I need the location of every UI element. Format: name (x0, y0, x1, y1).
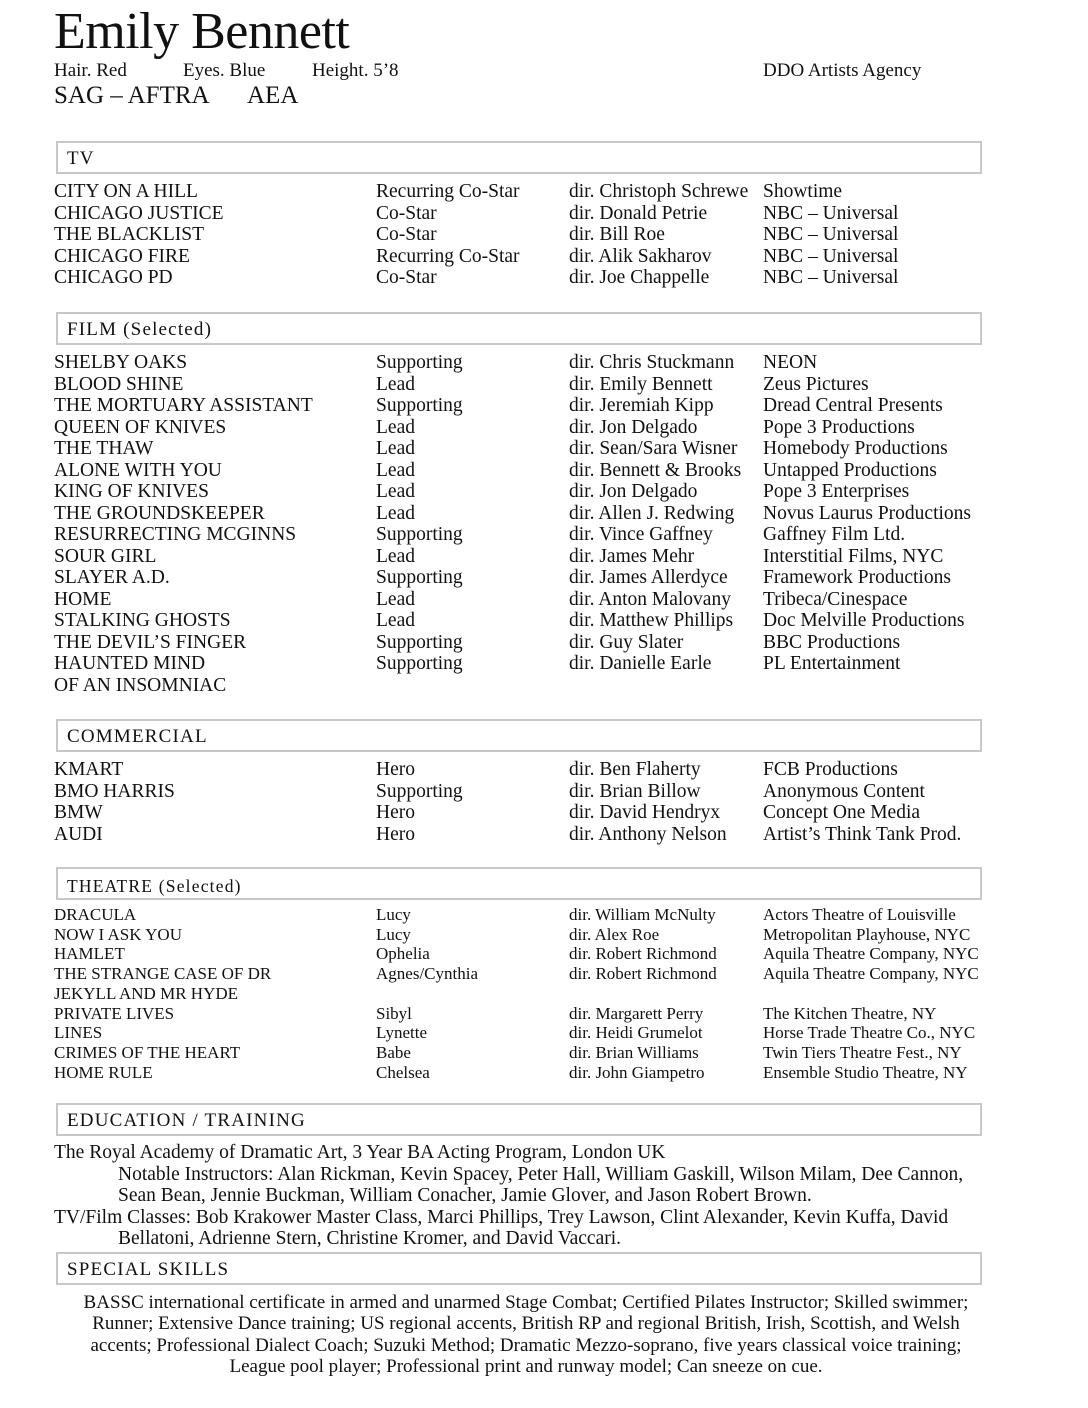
credit-company: Zeus Pictures (763, 373, 869, 395)
credit-company: Aquila Theatre Company, NYC (763, 944, 979, 964)
credit-director: dir. Donald Petrie (569, 202, 708, 224)
credit-title: STALKING GHOSTS (54, 610, 231, 631)
credit-director: dir. Alik Sakharov (569, 245, 712, 267)
credit-title: THE DEVIL’S FINGER (54, 631, 247, 653)
section-title: SPECIAL SKILLS (67, 1259, 230, 1280)
credit-role: Supporting (376, 653, 463, 674)
credit-role: Hero (376, 823, 415, 845)
credit-company: Pope 3 Productions (763, 416, 915, 438)
credit-title: HOME (54, 588, 112, 610)
credit-role: Supporting (376, 524, 463, 545)
section-header-education (56, 1103, 982, 1136)
height-stat: Height. 5’8 (312, 60, 399, 81)
credit-company: Homebody Productions (763, 438, 948, 459)
credit-title: BMW (54, 802, 103, 823)
credit-role: Co-Star (376, 224, 437, 245)
education-classes: TV/Film Classes: Bob Krakower Master Class, Marci Phillips, Trey Lawson, Clint Alexander, Kevin Kuffa, David (54, 1206, 949, 1228)
credit-title: DRACULA (54, 905, 137, 924)
credit-role: Lead (376, 588, 415, 610)
credit-director: dir. Robert Richmond (569, 944, 717, 964)
credit-director: dir. Brian Billow (569, 780, 701, 802)
credit-role: Supporting (376, 395, 463, 416)
credit-company: Horse Trade Theatre Co., NYC (763, 1023, 976, 1043)
credit-director: dir. Chris Stuckmann (569, 352, 735, 373)
education-block (54, 1142, 1014, 1250)
credit-title: THE THAW (54, 438, 154, 459)
credit-title: CRIMES OF THE HEART (54, 1042, 241, 1062)
credit-company: Framework Productions (763, 567, 951, 588)
credit-role: Lucy (376, 905, 411, 924)
credit-title: SHELBY OAKS (54, 352, 188, 373)
skills-line: accents; Professional Dialect Coach; Suzuki Method; Dramatic Mezzo-soprano, five years classical voice training; (90, 1334, 962, 1356)
credit-title: JEKYLL AND MR HYDE (54, 983, 239, 1003)
credit-role: Babe (376, 1042, 411, 1062)
credit-director: dir. Bennett & Brooks (569, 459, 742, 481)
credit-title: BLOOD SHINE (54, 373, 184, 395)
union-sag-aftra: SAG – AFTRA (54, 82, 210, 109)
skills-line: Runner; Extensive Dance training; US regional accents, British RP and regional British, Irish, Scottish, and Welsh (92, 1313, 960, 1335)
credit-company: Gaffney Film Ltd. (763, 524, 906, 545)
credit-role: Lead (376, 610, 415, 631)
credit-director: dir. Guy Slater (569, 631, 684, 653)
credit-company: Tribeca/Cinespace (763, 588, 908, 610)
credit-title: QUEEN OF KNIVES (54, 416, 227, 438)
credit-role: Co-Star (376, 267, 437, 288)
credit-company: NBC – Universal (763, 202, 899, 224)
union-aea: AEA (247, 82, 299, 109)
actor-name: Emily Bennett (54, 3, 350, 60)
credit-role: Lead (376, 459, 415, 481)
credit-company: NEON (763, 352, 818, 373)
education-instructors: Notable Instructors: Alan Rickman, Kevin Spacey, Peter Hall, William Gaskill, Wilson Milam, Dee Cannon, (118, 1163, 964, 1185)
credit-title: SLAYER A.D. (54, 567, 170, 588)
education-classes-cont: Bellatoni, Adrienne Stern, Christine Kromer, and David Vaccari. (118, 1228, 622, 1249)
credit-title: ALONE WITH YOU (54, 459, 222, 481)
skills-line: League pool player; Professional print and runway model; Can sneeze on cue. (229, 1355, 823, 1377)
credit-director: dir. Allen J. Redwing (569, 502, 735, 524)
credit-company: NBC – Universal (763, 224, 899, 245)
credit-role: Chelsea (376, 1062, 430, 1082)
credit-role: Lead (376, 502, 415, 524)
section-title: FILM (Selected) (67, 319, 213, 340)
section-header-theatre (56, 867, 982, 900)
credit-title: HAMLET (54, 944, 125, 964)
credit-company: Ensemble Studio Theatre, NY (763, 1062, 968, 1082)
section-title: TV (67, 148, 95, 169)
education-instructors-cont: Sean Bean, Jennie Buckman, William Conacher, Jamie Glover, and Jason Robert Brown. (118, 1185, 812, 1206)
credit-title: HOME RULE (54, 1062, 153, 1082)
credit-role: Lucy (376, 924, 411, 944)
credit-role: Recurring Co-Star (376, 245, 520, 267)
credit-role: Lead (376, 545, 415, 567)
credit-role: Lead (376, 416, 415, 438)
credit-title: CHICAGO FIRE (54, 245, 190, 267)
credit-title: RESURRECTING MCGINNS (54, 524, 297, 545)
credit-director: dir. Danielle Earle (569, 653, 712, 674)
credit-company: Interstitial Films, NYC (763, 545, 944, 567)
credit-title: AUDI (54, 823, 103, 845)
credit-company: Untapped Productions (763, 459, 937, 481)
credit-role: Lead (376, 373, 415, 395)
credit-title: KMART (54, 759, 124, 780)
credit-director: dir. Ben Flaherty (569, 759, 701, 780)
credit-director: dir. Alex Roe (569, 924, 660, 944)
credit-director: dir. Margarett Perry (569, 1003, 704, 1023)
skills-block (54, 1292, 998, 1377)
credit-role: Supporting (376, 780, 463, 802)
credit-title: CITY ON A HILL (54, 181, 198, 202)
credit-role: Lead (376, 438, 415, 459)
credit-company: NBC – Universal (763, 245, 899, 267)
credit-company: Metropolitan Playhouse, NYC (763, 924, 971, 944)
credit-role: Hero (376, 759, 415, 780)
credit-role: Ophelia (376, 944, 430, 964)
credit-director: dir. Robert Richmond (569, 964, 717, 984)
credit-title: THE BLACKLIST (54, 224, 205, 245)
section-header-skills (56, 1252, 982, 1285)
credit-company: Dread Central Presents (763, 395, 943, 416)
credit-director: dir. Emily Bennett (569, 373, 713, 395)
credit-company: Twin Tiers Theatre Fest., NY (763, 1042, 962, 1062)
credit-role: Lynette (376, 1023, 427, 1043)
skills-line: BASSC international certificate in armed and unarmed Stage Combat; Certified Pilates Instructor; Skilled swimmer; (83, 1292, 969, 1313)
credit-director: dir. James Allerdyce (569, 567, 728, 588)
credit-director: dir. Bill Roe (569, 224, 665, 245)
credit-title: BMO HARRIS (54, 780, 175, 802)
section-header-tv (56, 141, 982, 174)
credit-company: PL Entertainment (763, 653, 901, 674)
credit-company: Pope 3 Enterprises (763, 481, 910, 502)
credit-director: dir. Jon Delgado (569, 416, 698, 438)
credit-company: The Kitchen Theatre, NY (763, 1003, 937, 1023)
credit-director: dir. Jon Delgado (569, 481, 698, 502)
credit-title: HAUNTED MIND (54, 653, 206, 674)
section-title: COMMERCIAL (67, 726, 208, 747)
credit-title: THE MORTUARY ASSISTANT (54, 395, 313, 416)
credit-company: Showtime (763, 181, 843, 202)
section-header-film (56, 312, 982, 345)
credit-title: CHICAGO JUSTICE (54, 202, 224, 224)
credit-company: Doc Melville Productions (763, 610, 965, 631)
credit-director: dir. Heidi Grumelot (569, 1023, 703, 1043)
credit-company: Novus Laurus Productions (763, 502, 971, 524)
credit-director: dir. William McNulty (569, 905, 716, 924)
credit-director: dir. Christoph Schrewe (569, 181, 749, 202)
credit-company: BBC Productions (763, 631, 901, 653)
credit-title: NOW I ASK YOU (54, 924, 182, 944)
credit-title: KING OF KNIVES (54, 481, 209, 502)
agency-name: DDO Artists Agency (763, 60, 922, 81)
credit-role: Supporting (376, 567, 463, 588)
credit-company: Artist’s Think Tank Prod. (763, 823, 962, 845)
credit-director: dir. James Mehr (569, 545, 695, 567)
credit-title: SOUR GIRL (54, 545, 157, 567)
section-header-commercial (56, 719, 982, 752)
credit-director: dir. Brian Williams (569, 1042, 699, 1062)
credit-company: Actors Theatre of Louisville (763, 905, 956, 924)
credit-director: dir. Vince Gaffney (569, 524, 713, 545)
hair-stat: Hair. Red (54, 60, 127, 81)
credit-title: LINES (54, 1023, 103, 1043)
credit-director: dir. David Hendryx (569, 802, 721, 823)
eyes-stat: Eyes. Blue (183, 60, 266, 81)
credit-company: Concept One Media (763, 802, 921, 823)
credit-title: PRIVATE LIVES (54, 1003, 175, 1023)
credit-company: FCB Productions (763, 759, 898, 780)
credit-company: NBC – Universal (763, 267, 899, 288)
credit-title: CHICAGO PD (54, 267, 173, 288)
section-title: THEATRE (Selected) (67, 876, 242, 896)
credit-company: Aquila Theatre Company, NYC (763, 964, 979, 984)
credit-role: Supporting (376, 631, 463, 653)
credit-director: dir. Joe Chappelle (569, 267, 710, 288)
credit-role: Supporting (376, 352, 463, 373)
credit-director: dir. John Giampetro (569, 1062, 705, 1082)
credit-role: Co-Star (376, 202, 437, 224)
credit-title: OF AN INSOMNIAC (54, 674, 227, 696)
credit-company: Anonymous Content (763, 780, 925, 802)
credit-role: Hero (376, 802, 415, 823)
credit-director: dir. Matthew Phillips (569, 610, 734, 631)
credit-role: Agnes/Cynthia (376, 964, 478, 984)
credit-role: Sibyl (376, 1003, 412, 1023)
credit-title: THE GROUNDSKEEPER (54, 502, 265, 524)
credit-role: Lead (376, 481, 415, 502)
credit-director: dir. Anthony Nelson (569, 823, 727, 845)
credit-title: THE STRANGE CASE OF DR (54, 964, 272, 984)
credit-director: dir. Jeremiah Kipp (569, 395, 714, 416)
education-school: The Royal Academy of Dramatic Art, 3 Year BA Acting Program, London UK (54, 1142, 666, 1163)
credit-role: Recurring Co-Star (376, 181, 520, 202)
credit-director: dir. Anton Malovany (569, 588, 731, 610)
section-title: EDUCATION / TRAINING (67, 1110, 306, 1131)
credit-director: dir. Sean/Sara Wisner (569, 438, 738, 459)
